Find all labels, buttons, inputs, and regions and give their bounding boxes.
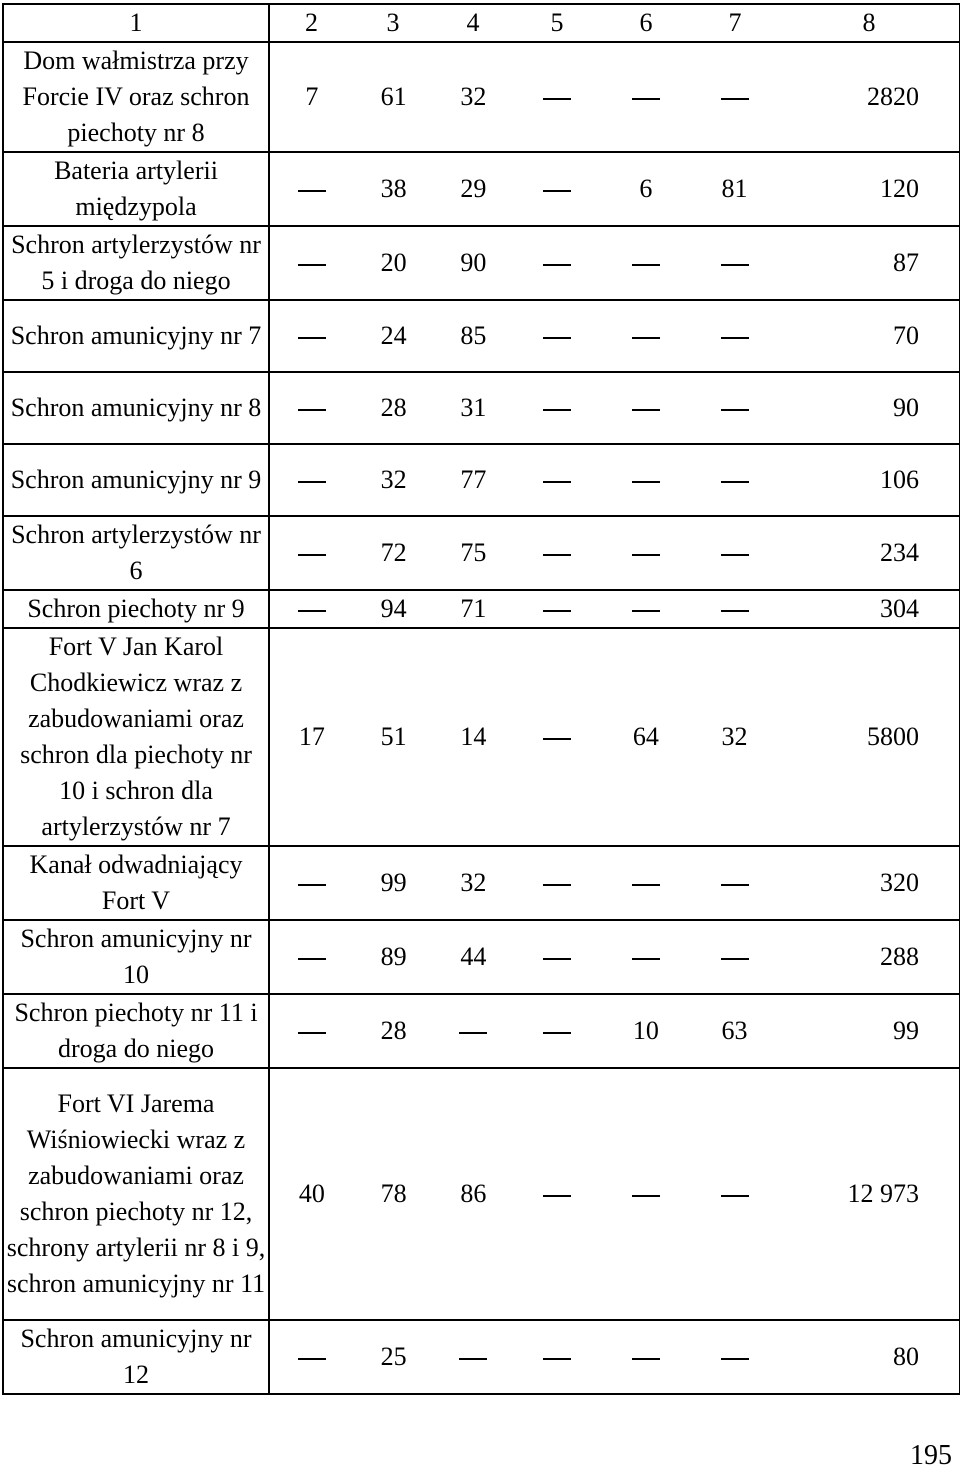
row-values-cell bbox=[269, 42, 960, 152]
dash-value bbox=[601, 245, 691, 281]
value-col-8: 2820 bbox=[866, 82, 919, 111]
column-header-6: 6 bbox=[601, 4, 691, 42]
dash-mark bbox=[721, 610, 749, 612]
table-row bbox=[3, 444, 960, 516]
dash-value bbox=[513, 591, 601, 627]
dash-mark bbox=[721, 337, 749, 339]
dash-mark bbox=[632, 610, 660, 612]
dash-mark bbox=[543, 610, 571, 612]
value-col-3: 78 bbox=[380, 1179, 407, 1208]
dash-value bbox=[270, 171, 354, 207]
table-header-row bbox=[3, 4, 960, 42]
dash-mark bbox=[459, 1358, 487, 1360]
table-row bbox=[3, 920, 960, 994]
table-row bbox=[3, 152, 960, 226]
dash-mark bbox=[721, 1358, 749, 1360]
dash-mark bbox=[298, 554, 326, 556]
dash-value bbox=[270, 535, 354, 571]
value-col-7: 81 bbox=[721, 174, 748, 203]
dash-mark bbox=[543, 1195, 571, 1197]
value-col-4: 32 bbox=[460, 868, 487, 897]
dash-value bbox=[270, 939, 354, 975]
dash-mark bbox=[459, 1032, 487, 1034]
row-values-cell bbox=[269, 516, 960, 590]
value-col-8: 5800 bbox=[866, 722, 919, 751]
row-name-cell: Schron piechoty nr 11 i droga do niego bbox=[3, 994, 269, 1068]
row-values-cell bbox=[269, 590, 960, 628]
row-values-cell bbox=[269, 1068, 960, 1320]
row-name-cell: Dom wałmistrza przy Forcie IV oraz schron piechoty nr 8 bbox=[3, 42, 269, 152]
column-header-3: 3 bbox=[353, 4, 433, 42]
table-row bbox=[3, 994, 960, 1068]
table-row bbox=[3, 226, 960, 300]
column-header-5: 5 bbox=[513, 4, 601, 42]
dash-value bbox=[513, 390, 601, 426]
dash-value bbox=[691, 865, 779, 901]
dash-mark bbox=[543, 958, 571, 960]
value-col-7: 32 bbox=[721, 722, 748, 751]
data-table bbox=[2, 3, 960, 1395]
value-col-8: 320 bbox=[879, 868, 919, 897]
row-name-cell: Schron artylerzystów nr 6 bbox=[3, 516, 269, 590]
dash-mark bbox=[632, 264, 660, 266]
value-col-7: 63 bbox=[721, 1016, 748, 1045]
dash-value bbox=[513, 1013, 601, 1049]
value-col-4: 77 bbox=[460, 465, 487, 494]
dash-mark bbox=[298, 481, 326, 483]
table-row bbox=[3, 42, 960, 152]
dash-mark bbox=[543, 337, 571, 339]
dash-value bbox=[513, 318, 601, 354]
row-values-cell bbox=[269, 920, 960, 994]
value-col-4: 31 bbox=[460, 393, 487, 422]
table-row bbox=[3, 1068, 960, 1320]
dash-value bbox=[270, 1013, 354, 1049]
value-col-8: 304 bbox=[879, 594, 919, 623]
value-col-3: 38 bbox=[380, 174, 407, 203]
value-col-3: 89 bbox=[380, 942, 407, 971]
row-values-cell bbox=[269, 1320, 960, 1394]
value-col-8: 288 bbox=[879, 942, 919, 971]
dash-mark bbox=[632, 958, 660, 960]
dash-value bbox=[601, 1339, 691, 1375]
dash-mark bbox=[543, 98, 571, 100]
value-col-3: 94 bbox=[380, 594, 407, 623]
value-col-6: 6 bbox=[639, 174, 653, 203]
dash-mark bbox=[632, 409, 660, 411]
dash-mark bbox=[298, 610, 326, 612]
value-col-8: 80 bbox=[892, 1342, 919, 1371]
value-col-8: 234 bbox=[879, 538, 919, 567]
dash-mark bbox=[721, 98, 749, 100]
value-col-4: 90 bbox=[460, 248, 487, 277]
row-values-cell bbox=[269, 372, 960, 444]
dash-mark bbox=[721, 264, 749, 266]
dash-mark bbox=[543, 409, 571, 411]
dash-mark bbox=[543, 554, 571, 556]
row-name-cell: Kanał odwadniający Fort V bbox=[3, 846, 269, 920]
row-name-cell: Schron piechoty nr 9 bbox=[3, 590, 269, 628]
dash-value bbox=[270, 1339, 354, 1375]
value-col-3: 72 bbox=[380, 538, 407, 567]
dash-value bbox=[513, 1176, 601, 1212]
dash-value bbox=[513, 245, 601, 281]
dash-value bbox=[513, 79, 601, 115]
table-row bbox=[3, 300, 960, 372]
value-col-3: 99 bbox=[380, 868, 407, 897]
dash-mark bbox=[632, 98, 660, 100]
dash-value bbox=[601, 865, 691, 901]
value-col-2: 7 bbox=[305, 82, 319, 111]
dash-value bbox=[270, 462, 354, 498]
table-row bbox=[3, 516, 960, 590]
value-col-8: 87 bbox=[892, 248, 919, 277]
column-header-8: 8 bbox=[779, 4, 960, 42]
value-col-3: 25 bbox=[380, 1342, 407, 1371]
dash-value bbox=[691, 390, 779, 426]
row-name-cell: Schron amunicyjny nr 9 bbox=[3, 444, 269, 516]
value-col-4: 71 bbox=[460, 594, 487, 623]
dash-mark bbox=[543, 1032, 571, 1034]
value-col-3: 28 bbox=[380, 393, 407, 422]
dash-mark bbox=[298, 409, 326, 411]
dash-mark bbox=[298, 1358, 326, 1360]
dash-mark bbox=[721, 554, 749, 556]
dash-value bbox=[601, 1176, 691, 1212]
dash-value bbox=[601, 318, 691, 354]
dash-value bbox=[601, 591, 691, 627]
dash-mark bbox=[721, 1195, 749, 1197]
row-values-cell bbox=[269, 300, 960, 372]
row-name-cell: Schron amunicyjny nr 8 bbox=[3, 372, 269, 444]
row-name-cell: Schron amunicyjny nr 12 bbox=[3, 1320, 269, 1394]
dash-mark bbox=[298, 958, 326, 960]
value-col-3: 20 bbox=[380, 248, 407, 277]
dash-mark bbox=[632, 337, 660, 339]
dash-value bbox=[691, 462, 779, 498]
dash-value bbox=[270, 591, 354, 627]
row-name-cell: Bateria artylerii międzypola bbox=[3, 152, 269, 226]
dash-mark bbox=[721, 958, 749, 960]
value-col-3: 28 bbox=[380, 1016, 407, 1045]
dash-value bbox=[513, 719, 601, 755]
dash-value bbox=[691, 318, 779, 354]
dash-mark bbox=[632, 1358, 660, 1360]
value-col-3: 32 bbox=[380, 465, 407, 494]
page-number: 195 bbox=[910, 1440, 952, 1471]
value-col-6: 10 bbox=[632, 1016, 659, 1045]
dash-mark bbox=[632, 554, 660, 556]
dash-mark bbox=[721, 481, 749, 483]
dash-value bbox=[691, 591, 779, 627]
dash-mark bbox=[632, 481, 660, 483]
dash-mark bbox=[632, 1195, 660, 1197]
dash-value bbox=[513, 1339, 601, 1375]
row-name-cell: Schron amunicyjny nr 7 bbox=[3, 300, 269, 372]
dash-value bbox=[433, 1339, 513, 1375]
row-values-cell bbox=[269, 628, 960, 846]
dash-value bbox=[513, 462, 601, 498]
column-header-2: 2 bbox=[269, 4, 353, 42]
value-col-3: 51 bbox=[380, 722, 407, 751]
dash-mark bbox=[721, 884, 749, 886]
value-col-8: 106 bbox=[879, 465, 919, 494]
table-row bbox=[3, 628, 960, 846]
row-values-cell bbox=[269, 444, 960, 516]
dash-value bbox=[513, 939, 601, 975]
value-col-4: 44 bbox=[460, 942, 487, 971]
value-col-2: 17 bbox=[298, 722, 325, 751]
column-header-1: 1 bbox=[3, 4, 269, 42]
dash-value bbox=[691, 939, 779, 975]
dash-value bbox=[691, 245, 779, 281]
dash-value bbox=[691, 1339, 779, 1375]
dash-mark bbox=[543, 264, 571, 266]
dash-value bbox=[601, 390, 691, 426]
dash-value bbox=[513, 865, 601, 901]
dash-mark bbox=[298, 884, 326, 886]
dash-value bbox=[270, 865, 354, 901]
dash-value bbox=[270, 390, 354, 426]
table-row bbox=[3, 1320, 960, 1394]
dash-value bbox=[513, 535, 601, 571]
dash-value bbox=[433, 1013, 513, 1049]
dash-mark bbox=[543, 884, 571, 886]
table-row bbox=[3, 372, 960, 444]
dash-value bbox=[270, 318, 354, 354]
value-col-2: 40 bbox=[298, 1179, 325, 1208]
value-col-4: 86 bbox=[460, 1179, 487, 1208]
row-values-cell bbox=[269, 152, 960, 226]
value-col-4: 14 bbox=[460, 722, 487, 751]
dash-value bbox=[601, 79, 691, 115]
dash-value bbox=[691, 1176, 779, 1212]
table-row bbox=[3, 846, 960, 920]
dash-value bbox=[601, 535, 691, 571]
row-name-cell: Fort V Jan Karol Chodkiewicz wraz z zabudowaniami oraz schron dla piechoty nr 10 i schron dla artylerzystów nr 7 bbox=[3, 628, 269, 846]
row-name-cell: Fort VI Jarema Wiśniowiecki wraz z zabudowaniami oraz schron piechoty nr 12, schrony artylerii nr 8 i 9, schron amunicyjny nr 11 bbox=[3, 1068, 269, 1320]
dash-mark bbox=[298, 337, 326, 339]
dash-mark bbox=[298, 264, 326, 266]
value-col-4: 85 bbox=[460, 321, 487, 350]
dash-mark bbox=[632, 884, 660, 886]
dash-value bbox=[513, 171, 601, 207]
value-col-3: 24 bbox=[380, 321, 407, 350]
row-name-cell: Schron artylerzystów nr 5 i droga do niego bbox=[3, 226, 269, 300]
value-col-8: 120 bbox=[879, 174, 919, 203]
dash-mark bbox=[543, 481, 571, 483]
value-col-8: 90 bbox=[892, 393, 919, 422]
value-col-6: 64 bbox=[632, 722, 659, 751]
value-col-4: 75 bbox=[460, 538, 487, 567]
dash-value bbox=[270, 245, 354, 281]
row-name-cell: Schron amunicyjny nr 10 bbox=[3, 920, 269, 994]
dash-mark bbox=[543, 1358, 571, 1360]
value-col-8: 12 973 bbox=[847, 1179, 919, 1208]
dash-value bbox=[601, 462, 691, 498]
value-col-8: 70 bbox=[892, 321, 919, 350]
dash-value bbox=[601, 939, 691, 975]
dash-mark bbox=[543, 738, 571, 740]
dash-value bbox=[691, 535, 779, 571]
row-values-cell bbox=[269, 846, 960, 920]
row-values-cell bbox=[269, 226, 960, 300]
dash-mark bbox=[298, 1032, 326, 1034]
table-row bbox=[3, 590, 960, 628]
dash-mark bbox=[721, 409, 749, 411]
row-values-cell bbox=[269, 994, 960, 1068]
column-header-4: 4 bbox=[433, 4, 513, 42]
dash-mark bbox=[543, 190, 571, 192]
value-col-4: 29 bbox=[460, 174, 487, 203]
dash-value bbox=[691, 79, 779, 115]
dash-mark bbox=[298, 190, 326, 192]
value-col-3: 61 bbox=[380, 82, 407, 111]
value-col-4: 32 bbox=[460, 82, 487, 111]
value-col-8: 99 bbox=[892, 1016, 919, 1045]
column-header-7: 7 bbox=[691, 4, 779, 42]
